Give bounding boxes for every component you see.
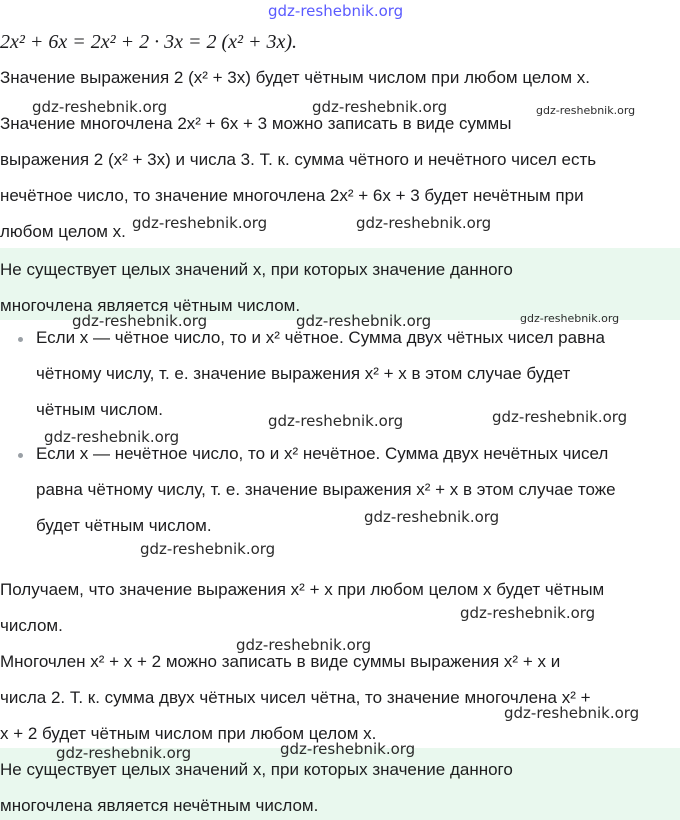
answer-text: многочлена является чётным числом. — [0, 296, 301, 315]
text-line: нечётное число, то значение многочлена 2x² + 6x + 3 будет нечётным при — [0, 186, 584, 205]
watermark: gdz-reshebnik.org — [72, 312, 208, 330]
text-line: числом. — [0, 616, 63, 635]
watermark: gdz-reshebnik.org — [236, 636, 372, 654]
list-item-text: чётным числом. — [36, 400, 163, 419]
answer-text: Не существует целых значений x, при которых значение данного — [0, 760, 513, 779]
answer-text: Не существует целых значений x, при которых значение данного — [0, 260, 513, 279]
watermark: gdz-reshebnik.org — [460, 604, 596, 622]
watermark: gdz-reshebnik.org — [44, 428, 180, 446]
watermark: gdz-reshebnik.org — [296, 312, 432, 330]
text-line: Многочлен x² + x + 2 можно записать в виде суммы выражения x² + x и — [0, 652, 561, 671]
watermark: gdz-reshebnik.org — [56, 744, 192, 762]
watermark: gdz-reshebnik.org — [520, 312, 620, 325]
watermark: gdz-reshebnik.org — [268, 412, 404, 430]
watermark: gdz-reshebnik.org — [32, 98, 168, 116]
list-item-text: Если x — нечётное число, то и x² нечётное. Сумма двух нечётных чисел — [36, 444, 609, 463]
watermark: gdz-reshebnik.org — [536, 104, 636, 117]
list-item-text: равна чётному числу, т. е. значение выражения x² + x в этом случае тоже — [36, 480, 616, 499]
bullet-dot — [18, 453, 23, 458]
watermark: gdz-reshebnik.org — [492, 408, 628, 426]
text-line: 2x² + 6x = 2x² + 2 · 3x = 2 (x² + 3x). — [0, 31, 298, 53]
list-item-text: Если x — чётное число, то и x² чётное. Сумма двух чётных чисел равна — [36, 328, 605, 347]
watermark: gdz-reshebnik.org — [132, 214, 268, 232]
list-item-text: чётному числу, т. е. значение выражения x² + x в этом случае будет — [36, 364, 571, 383]
text-line: Значение выражения 2 (x² + 3x) будет чётным числом при любом целом x. — [0, 68, 590, 87]
text-line: Значение многочлена 2x² + 6x + 3 можно записать в виде суммы — [0, 114, 512, 133]
bullet-dot — [18, 337, 23, 342]
text-line: Получаем, что значение выражения x² + x при любом целом x будет чётным — [0, 580, 605, 599]
watermark: gdz-reshebnik.org — [364, 508, 500, 526]
text-line: числа 2. Т. к. сумма двух чётных чисел чётна, то значение многочлена x² + — [0, 688, 591, 707]
watermark: gdz-reshebnik.org — [140, 540, 276, 558]
list-item-text: будет чётным числом. — [36, 516, 212, 535]
watermark: gdz-reshebnik.org — [356, 214, 492, 232]
watermark: gdz-reshebnik.org — [312, 98, 448, 116]
answer-text: многочлена является нечётным числом. — [0, 796, 319, 815]
text-line: любом целом x. — [0, 222, 126, 241]
watermark: gdz-reshebnik.org — [504, 704, 640, 722]
watermark: gdz-reshebnik.org — [268, 2, 404, 20]
text-line: x + 2 будет чётным числом при любом целом x. — [0, 724, 377, 743]
watermark: gdz-reshebnik.org — [280, 740, 416, 758]
text-line: выражения 2 (x² + 3x) и числа 3. Т. к. сумма чётного и нечётного чисел есть — [0, 150, 597, 169]
